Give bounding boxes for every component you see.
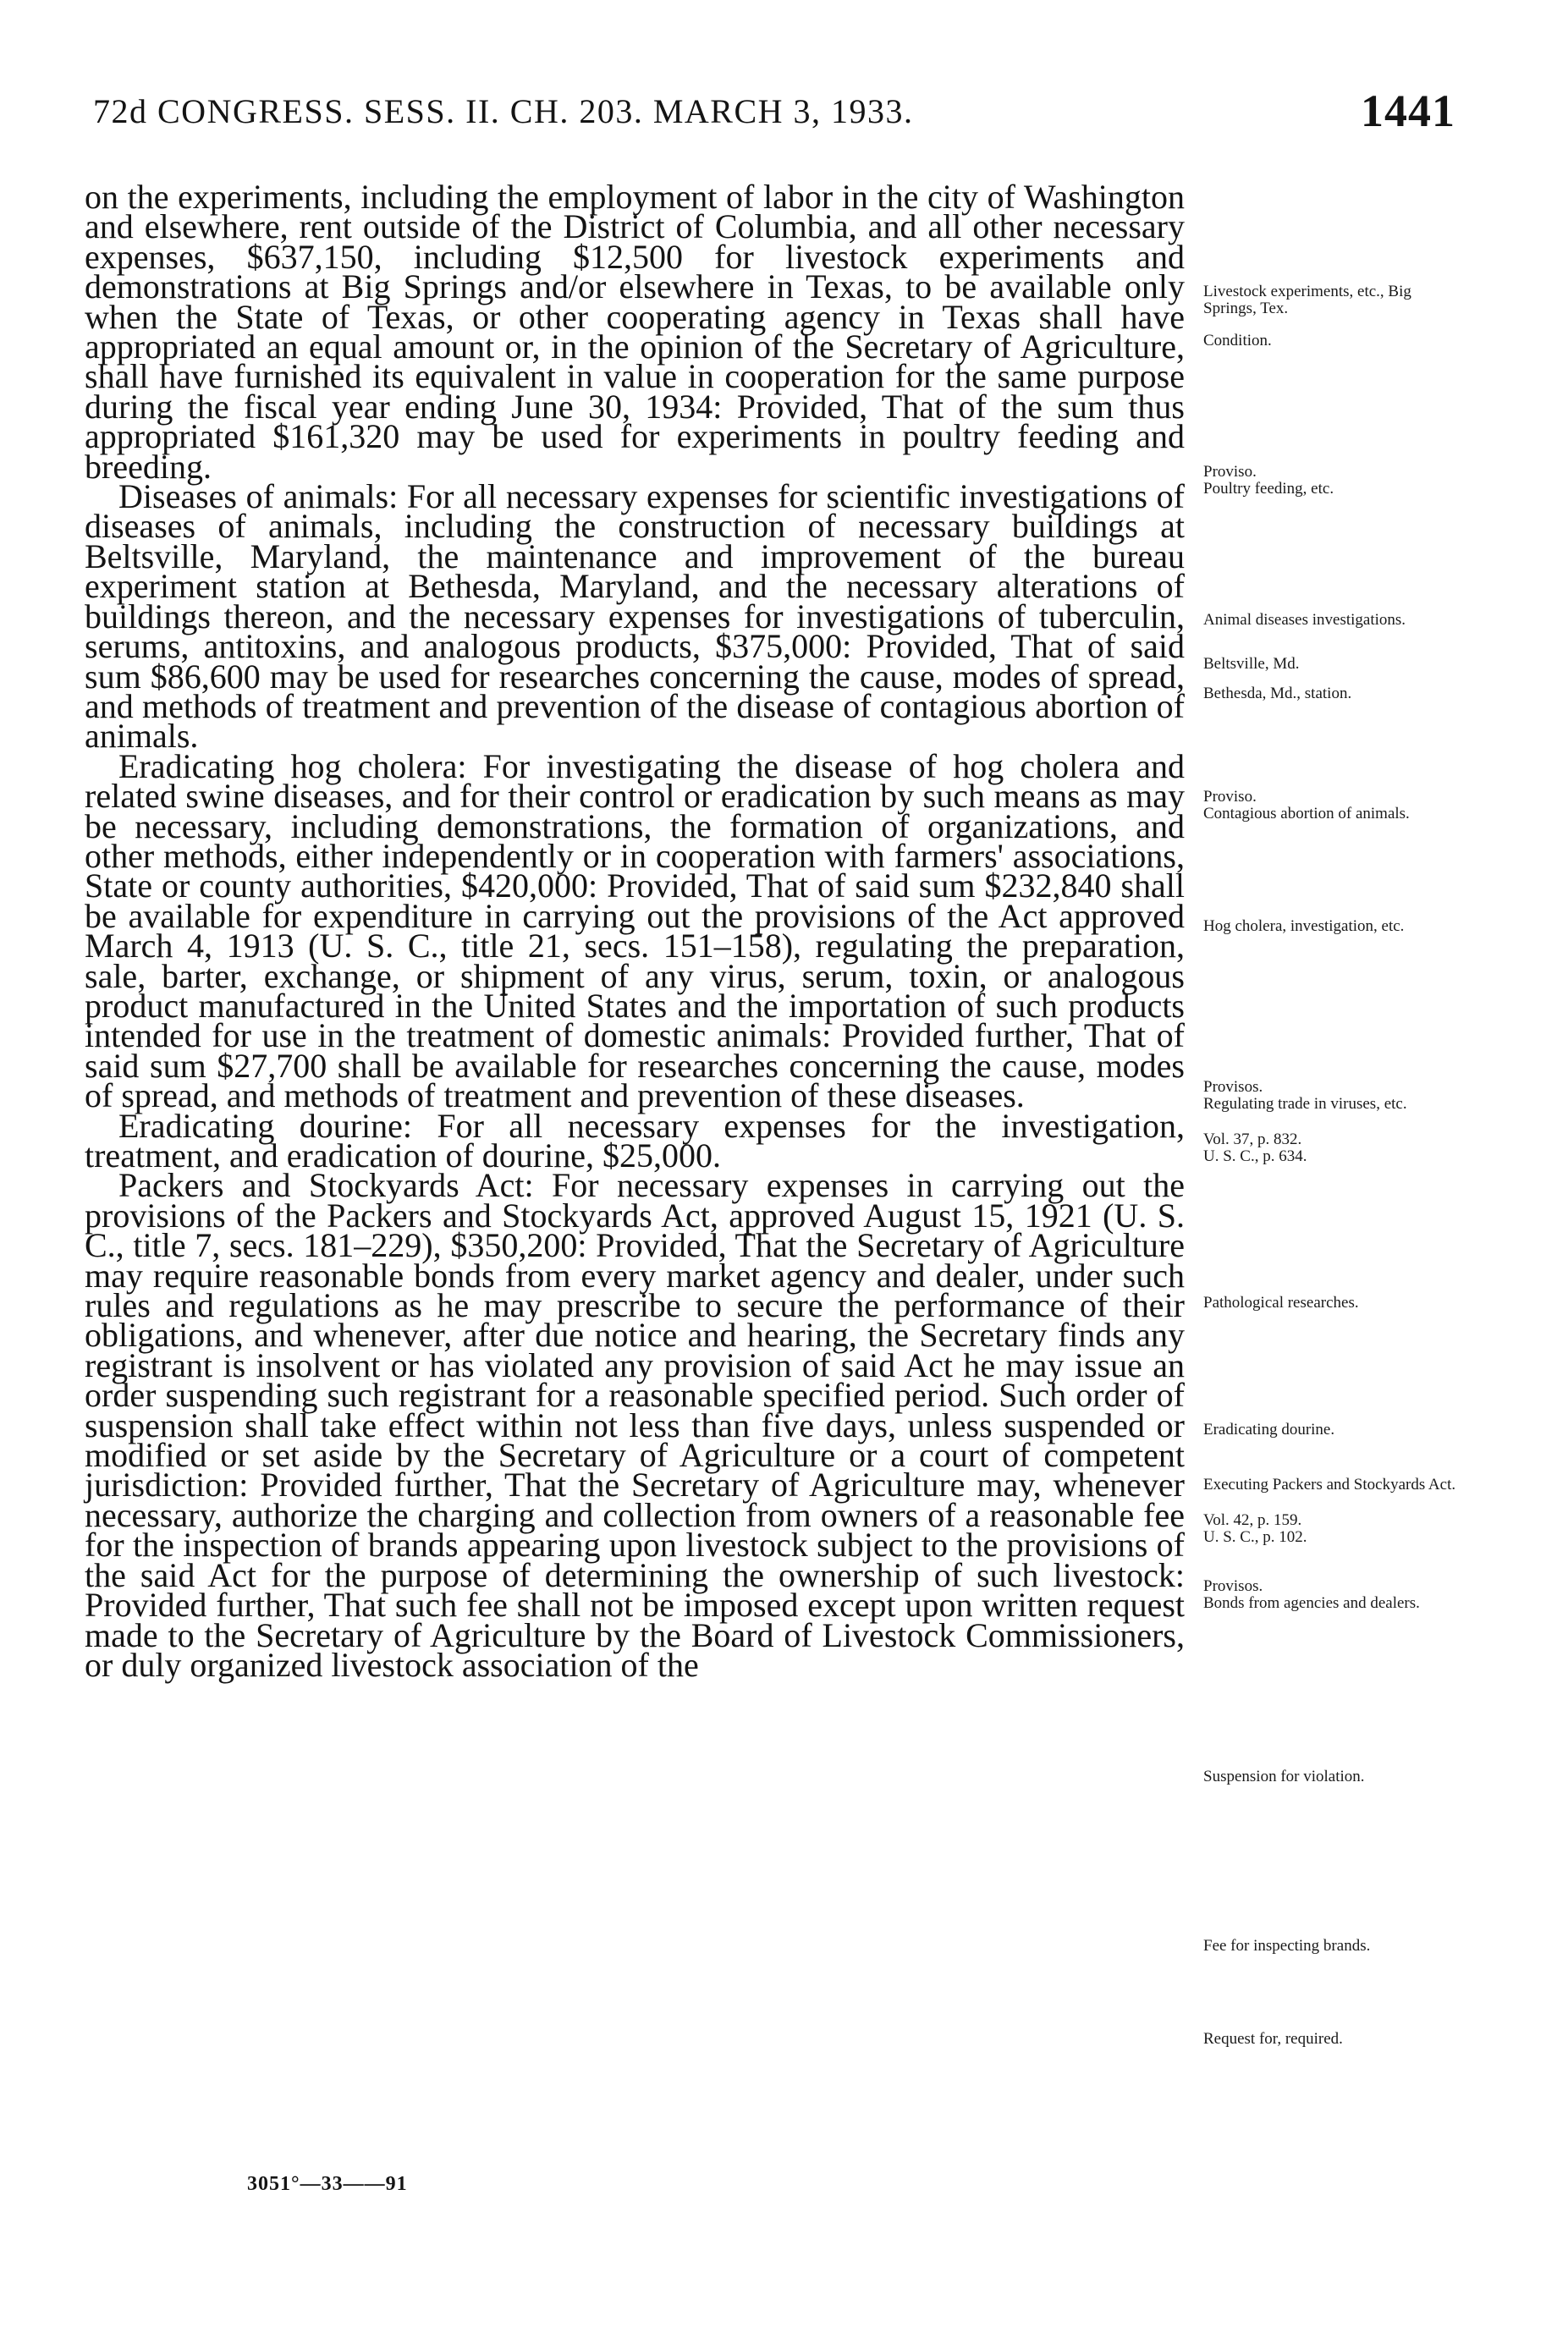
margin-note-proviso-2: Proviso. xyxy=(1203,788,1257,806)
page-number: 1441 xyxy=(1361,85,1455,136)
margin-note-contagious: Contagious abortion of animals. xyxy=(1203,805,1410,822)
margin-note-vol37: Vol. 37, p. 832. xyxy=(1203,1130,1302,1148)
margin-note-usc634: U. S. C., p. 634. xyxy=(1203,1147,1307,1165)
paragraph-livestock-experiments: on the experiments, including the employment of labor in the city of Washington and elsewhere, rent outside of the District of Columbia, and all other necessary expenses, $637,150, including $12,500 for livestock experiments and demonstrations at Big Springs and/or elsewhere in Texas, to be available only when the State of Texas, or other cooperating agency in Texas shall have appropriated an equal amount or, in the opinion of the Secretary of Agriculture, shall have furnished its equivalent in value in cooperation for the same purpose during the fiscal year ending June 30, 1934: Provided, That of the sum thus appropriated $161,320 may be used for experiments in poultry feeding and breeding. xyxy=(85,178,1185,486)
margin-note-bonds: Bonds from agencies and dealers. xyxy=(1203,1594,1420,1612)
margin-note-vol42: Vol. 42, p. 159. xyxy=(1203,1511,1302,1529)
margin-note-usc102: U. S. C., p. 102. xyxy=(1203,1528,1307,1546)
margin-note-dourine: Eradicating dourine. xyxy=(1203,1421,1335,1439)
margin-note-packers: Executing Packers and Stockyards Act. xyxy=(1203,1476,1456,1494)
margin-note-provisos-2: Provisos. xyxy=(1203,1577,1263,1595)
margin-note-condition: Condition. xyxy=(1203,332,1272,349)
margin-note-suspension: Suspension for violation. xyxy=(1203,1768,1365,1785)
margin-note-regulating: Regulating trade in viruses, etc. xyxy=(1203,1095,1407,1113)
margin-note-proviso-1: Proviso. xyxy=(1203,463,1257,481)
running-head: 72d CONGRESS. SESS. II. CH. 203. MARCH 3, 1933. xyxy=(93,92,914,130)
margin-note-request: Request for, required. xyxy=(1203,2030,1343,2048)
margin-note-beltsville: Beltsville, Md. xyxy=(1203,655,1300,673)
margin-note-poultry: Poultry feeding, etc. xyxy=(1203,480,1334,498)
margin-note-pathological: Pathological researches. xyxy=(1203,1294,1359,1312)
statute-body xyxy=(85,178,1185,1684)
paragraph-dourine: Eradicating dourine: For all necessary expenses for the investigation, treatment, and eradication of dourine, $25,000. xyxy=(85,1106,1185,1175)
paragraph-hog-cholera: Eradicating hog cholera: For investigating the disease of hog cholera and related swine diseases, and for their control or eradication by such means as may be necessary, including demonstrations, the formation of organizations, and other methods, either independently or in cooperation with farmers' associations, State or county authorities, $420,000: Provided, That of said sum $232,840 shall be available for expenditure in carrying out the provisions of the Act approved March 4, 1913 (U. S. C., title 21, secs. 151–158), regulating the preparation, sale, barter, exchange, or shipment of any virus, serum, toxin, or analogous product manufactured in the United States and the importation of such products intended for use in the treatment of domestic animals: Provided further, That of said sum $27,700 shall be available for researches concerning the cause, modes of spread, and methods of treatment and prevention of these diseases. xyxy=(85,746,1185,1115)
page-header xyxy=(93,85,1455,152)
margin-note-livestock: Livestock experiments, etc., Big Springs, Tex. xyxy=(1203,283,1411,317)
margin-note-animal-diseases: Animal diseases investigations. xyxy=(1203,611,1406,629)
paragraph-diseases-of-animals: Diseases of animals: For all necessary expenses for scientific investigations of diseases of animals, including the construction of necessary buildings at Beltsville, Maryland, the maintenance and improvement of the bureau experiment station at Bethesda, Maryland, and the necessary alterations of buildings thereon, and the necessary expenses for investigations of tuberculin, serums, antitoxins, and analogous products, $375,000: Provided, That of said sum $86,600 may be used for researches concerning the cause, modes of spread, and methods of treatment and prevention of the disease of contagious abortion of animals. xyxy=(85,477,1185,756)
margin-note-fee: Fee for inspecting brands. xyxy=(1203,1937,1371,1955)
signature-code: 3051°—33——91 xyxy=(247,2173,408,2195)
margin-note-hog-cholera: Hog cholera, investigation, etc. xyxy=(1203,917,1405,935)
margin-note-bethesda: Bethesda, Md., station. xyxy=(1203,685,1352,702)
paragraph-packers-stockyards: Packers and Stockyards Act: For necessary expenses in carrying out the provisions of the Packers and Stockyards Act, approved August 15, 1921 (U. S. C., title 7, secs. 181–229), $350,200: Provided, That the Secretary of Agriculture may require reasonable bonds from every market agency and dealer, under such rules and regulations as he may prescribe to secure the performance of their obligations, and whenever, after due notice and hearing, the Secretary finds any registrant is insolvent or has violated any provision of said Act he may issue an order suspending such registrant for a reasonable specified period. Such order of suspension shall take effect within not less than five days, unless suspended or modified or set aside by the Secretary of Agriculture or a court of competent jurisdiction: Provided further, That the Secretary of Agriculture may, whenever necessary, authorize the charging and collection from owners of a reasonable fee for the inspection of brands appearing upon livestock subject to the provisions of the said Act for the purpose of determining the ownership of such livestock: Provided further, That such fee shall not be imposed except upon written request made to the Secretary of Agriculture by the Board of Livestock Commissioners, or duly organized livestock association of the xyxy=(85,1166,1185,1684)
margin-note-provisos-1: Provisos. xyxy=(1203,1078,1263,1096)
